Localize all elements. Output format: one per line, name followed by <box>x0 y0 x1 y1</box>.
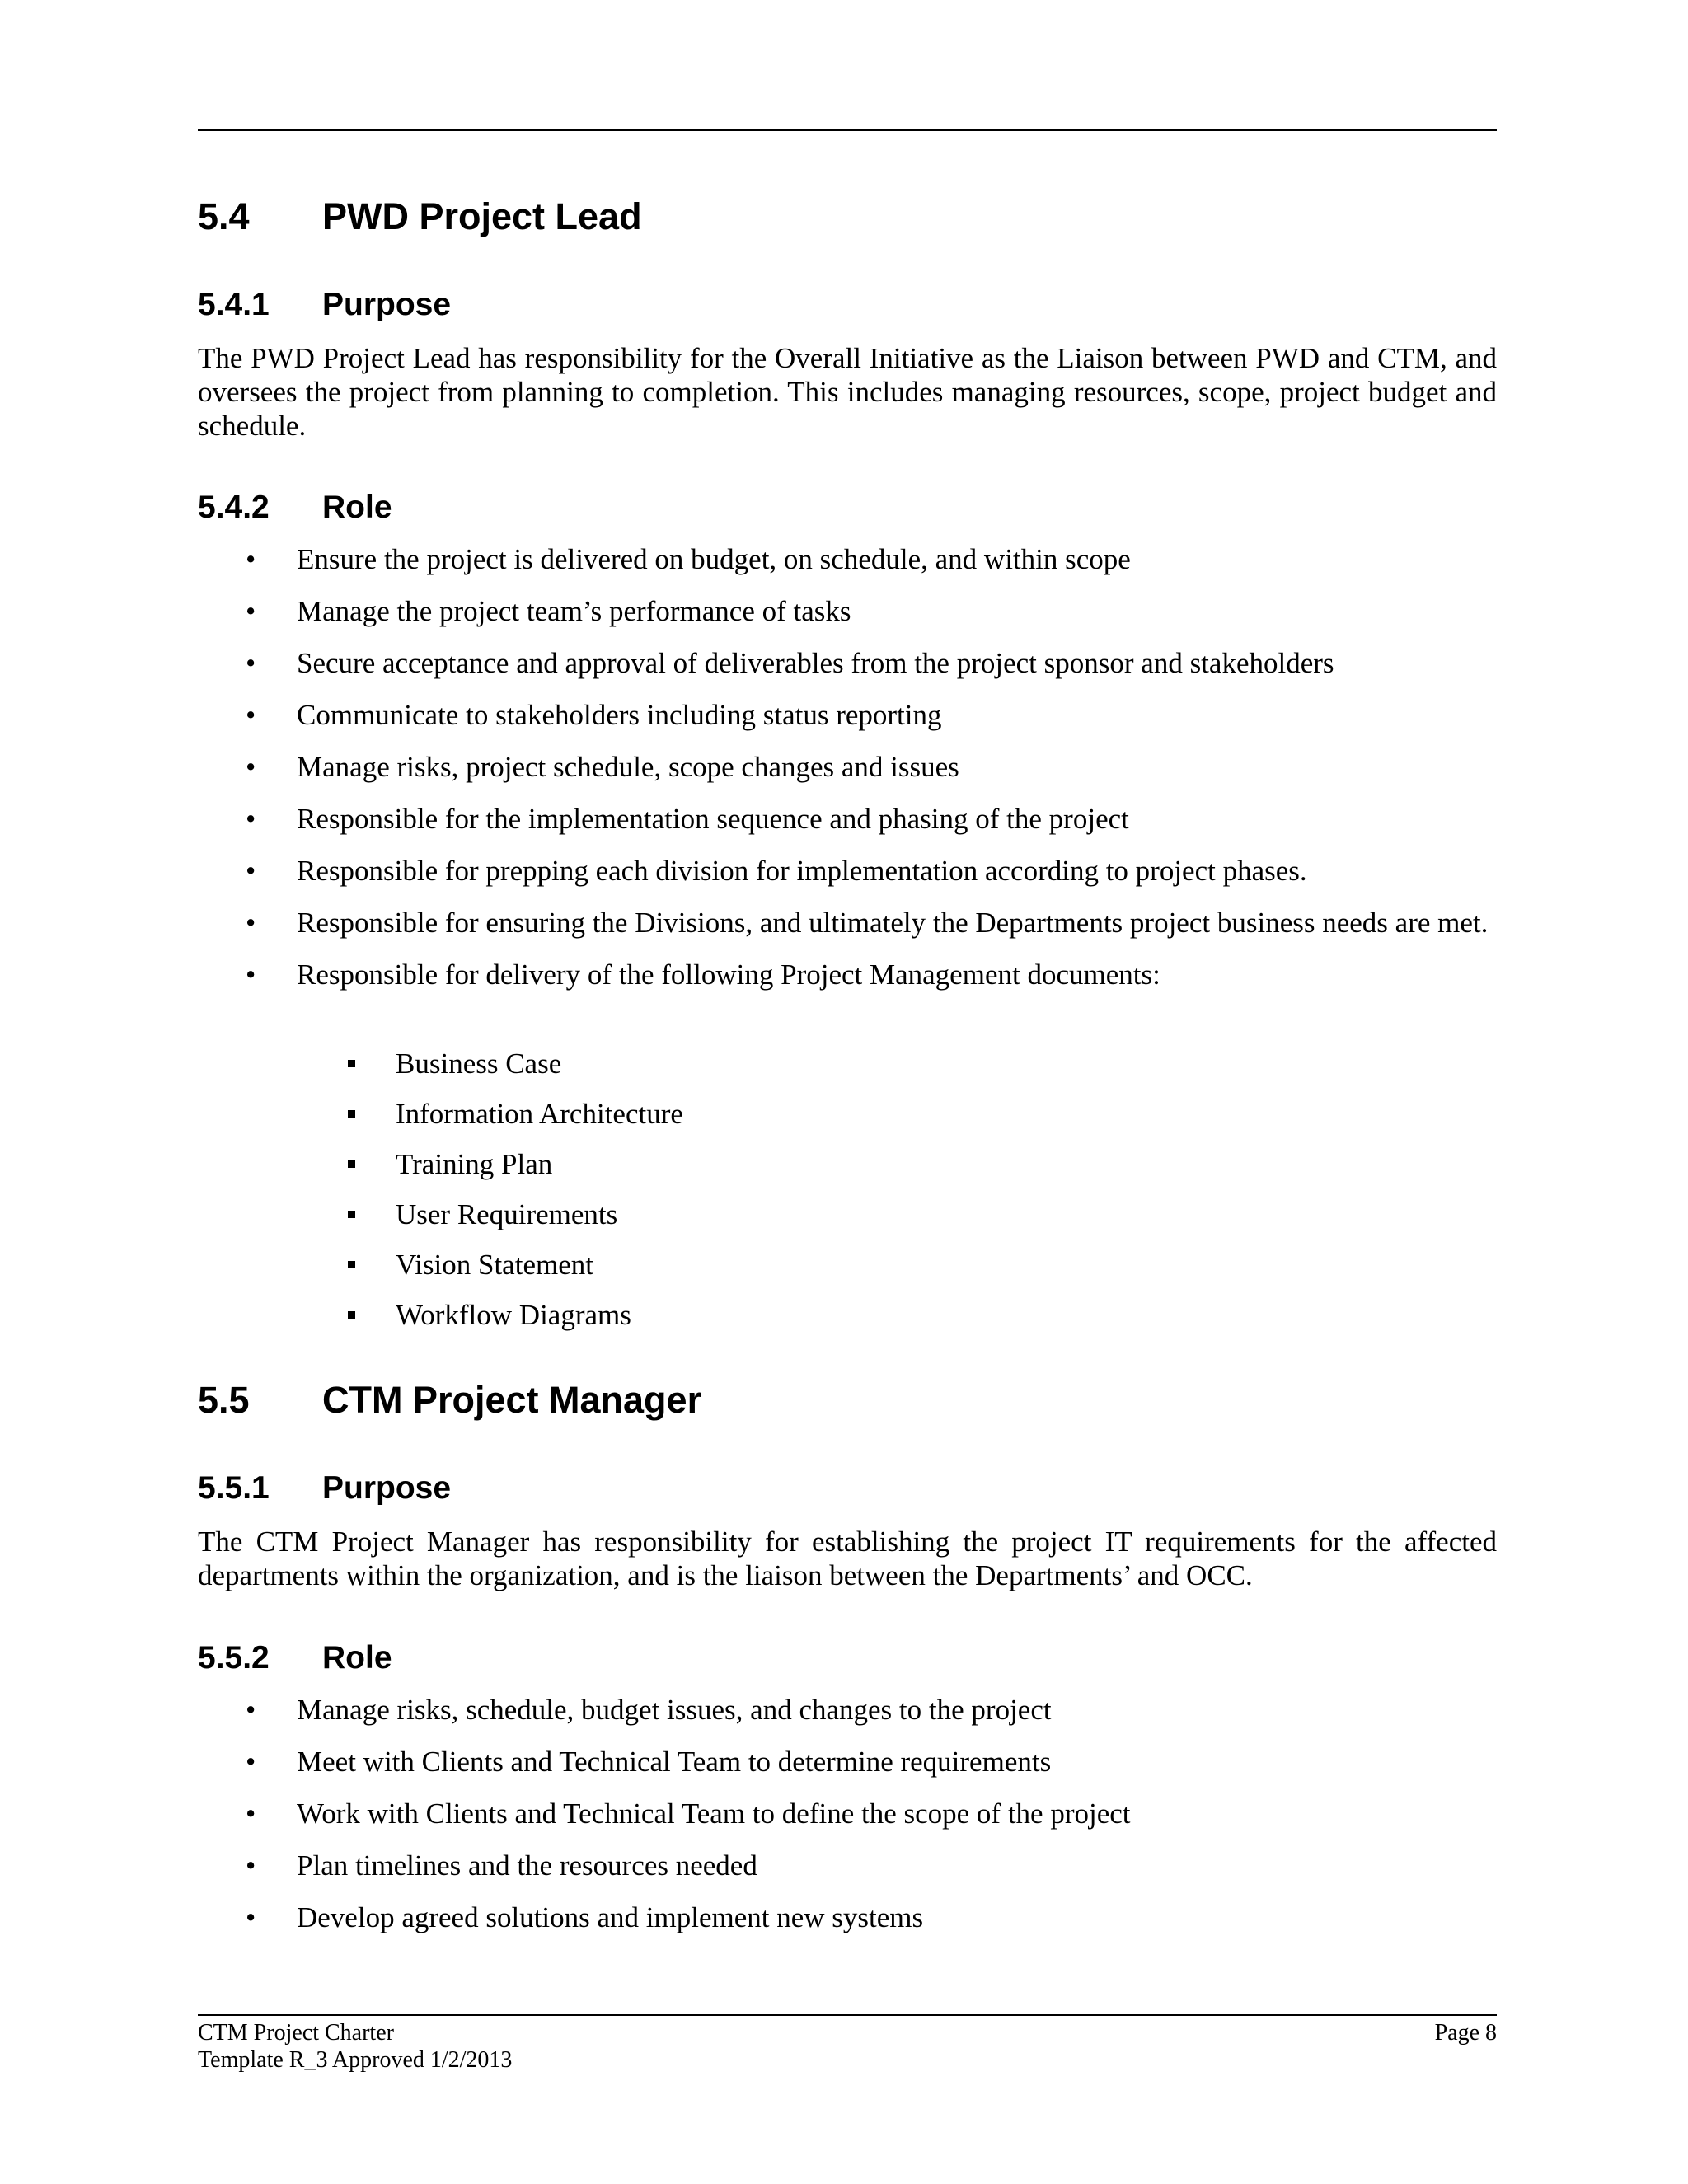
sub-list-item: Vision Statement <box>346 1248 683 1282</box>
header-rule <box>198 129 1497 131</box>
subsection-number: 5.4.2 <box>198 490 270 525</box>
subsection-number: 5.4.1 <box>198 287 270 322</box>
list-item: • Manage risks, schedule, budget issues, and changes to the project <box>198 1693 1497 1727</box>
sub-list-item: Training Plan <box>346 1147 683 1181</box>
role-list-5-4 <box>198 542 1497 1010</box>
list-item: • Secure acceptance and approval of deliverables from the project sponsor and stakeholders <box>198 646 1497 680</box>
list-item: • Responsible for prepping each division for implementation according to project phases. <box>198 854 1497 888</box>
subsection-title: Role <box>322 1640 392 1675</box>
footer-template: Template R_3 Approved 1/2/2013 <box>198 2047 513 2073</box>
list-item: • Responsible for the implementation sequence and phasing of the project <box>198 802 1497 836</box>
footer-page-number: Page 8 <box>1434 2020 1497 2046</box>
section-title: CTM Project Manager <box>322 1379 702 1421</box>
role-list-5-5 <box>198 1693 1497 1952</box>
subsection-title: Purpose <box>322 1470 452 1506</box>
list-item: • Ensure the project is delivered on budget, on schedule, and within scope <box>198 542 1497 576</box>
section-number: 5.4 <box>198 195 250 237</box>
purpose-paragraph-5-4: The PWD Project Lead has responsibility for the Overall Initiative as the Liaison between PWD and CTM, and oversees the project from planning to completion. This includes managing resources, scope, project budget and schedule. <box>198 342 1497 442</box>
list-item: • Manage the project team’s performance of tasks <box>198 594 1497 628</box>
sub-list-item: User Requirements <box>346 1197 683 1231</box>
section-title: PWD Project Lead <box>322 195 642 237</box>
sub-list-item: Workflow Diagrams <box>346 1298 683 1332</box>
subsection-number: 5.5.2 <box>198 1640 270 1675</box>
list-item: • Work with Clients and Technical Team to define the scope of the project <box>198 1797 1497 1830</box>
list-item: • Responsible for delivery of the following Project Management documents: <box>198 958 1497 991</box>
subsection-title: Purpose <box>322 287 452 322</box>
list-item: • Responsible for ensuring the Divisions, and ultimately the Departments project business needs are met. <box>198 906 1497 940</box>
footer-left <box>198 2019 512 2074</box>
deliverables-sublist <box>346 1047 683 1348</box>
list-item: • Plan timelines and the resources needed <box>198 1849 1497 1882</box>
subsection-title: Role <box>322 490 392 525</box>
purpose-paragraph-5-5: The CTM Project Manager has responsibility for establishing the project IT requirements for the affected departments within the organization, and is the liaison between the Departments’ and OCC. <box>198 1526 1497 1591</box>
subsection-number: 5.5.1 <box>198 1470 270 1506</box>
list-item: • Manage risks, project schedule, scope changes and issues <box>198 750 1497 784</box>
sub-list-item: Business Case <box>346 1047 683 1080</box>
sub-list-item: Information Architecture <box>346 1097 683 1131</box>
list-item: • Meet with Clients and Technical Team to determine requirements <box>198 1745 1497 1779</box>
footer-rule <box>198 2014 1497 2016</box>
footer-doc-title: CTM Project Charter <box>198 2020 394 2046</box>
list-item: • Communicate to stakeholders including status reporting <box>198 698 1497 732</box>
list-item: • Develop agreed solutions and implement new systems <box>198 1900 1497 1934</box>
section-number: 5.5 <box>198 1379 250 1421</box>
